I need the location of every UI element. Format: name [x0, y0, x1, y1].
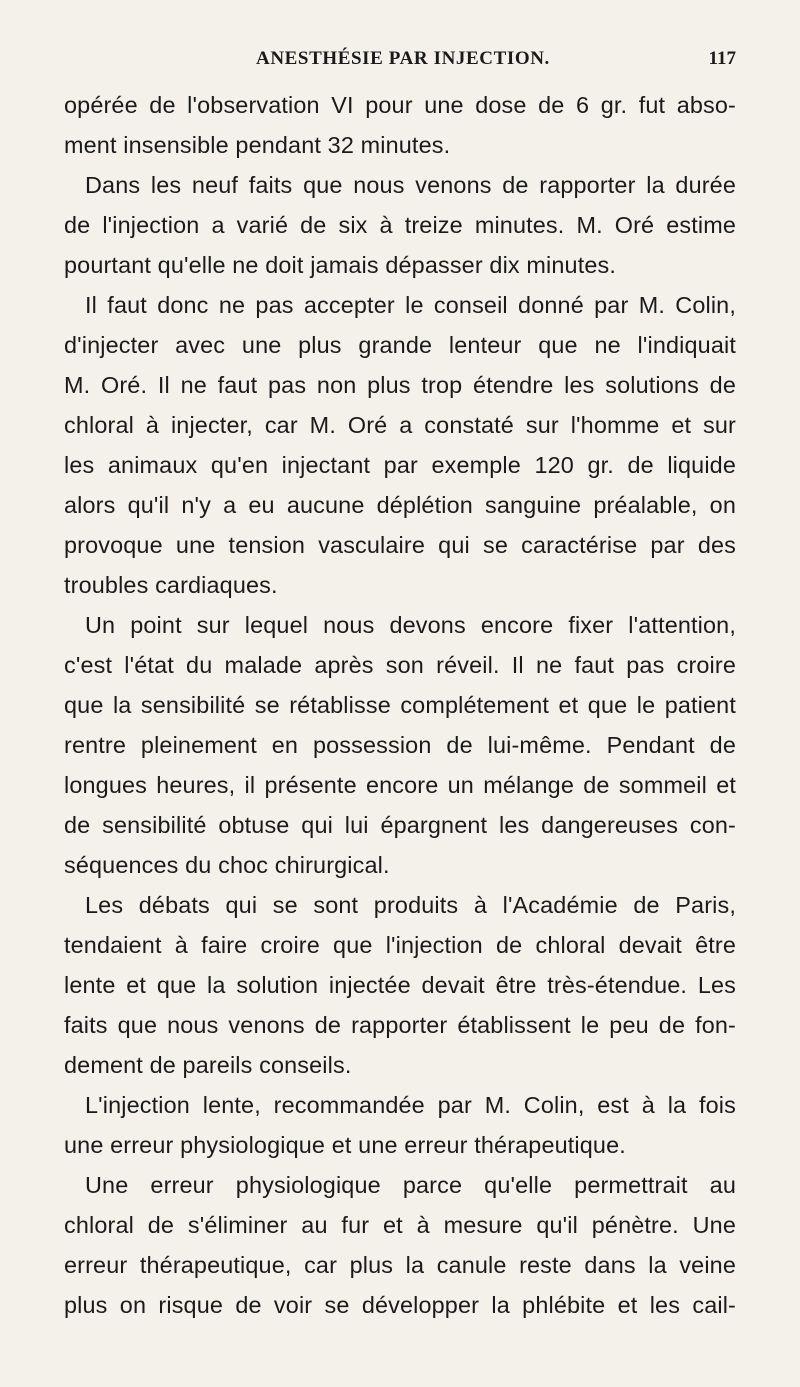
page-number: 117 [708, 48, 736, 69]
text-line: lente et que la solution injectée devait être très-étendue. Les [64, 972, 736, 998]
text-line: les animaux qu'en injectant par exemple 120 gr. de liquide [64, 452, 736, 478]
text-line: chloral à injecter, car M. Oré a constaté sur l'homme et sur [64, 412, 736, 438]
text-line: longues heures, il présente encore un mélange de sommeil et [64, 772, 736, 798]
text-line: faits que nous venons de rapporter établissent le peu de fon- [64, 1012, 736, 1038]
text-line: Les débats qui se sont produits à l'Académie de Paris, [85, 892, 736, 918]
text-line: de l'injection a varié de six à treize minutes. M. Oré estime [64, 212, 736, 238]
body-text [64, 85, 736, 1325]
text-line: alors qu'il n'y a eu aucune déplétion sanguine préalable, on [64, 492, 736, 518]
text-line: Il faut donc ne pas accepter le conseil donné par M. Colin, [85, 292, 736, 318]
text-line: pourtant qu'elle ne doit jamais dépasser dix minutes. [64, 252, 617, 278]
text-line: erreur thérapeutique, car plus la canule reste dans la veine [64, 1252, 736, 1278]
text-line: de sensibilité obtuse qui lui épargnent les dangereuses con- [64, 812, 736, 838]
text-line: c'est l'état du malade après son réveil. Il ne faut pas croire [64, 652, 736, 678]
text-line: plus on risque de voir se développer la phlébite et les cail- [64, 1292, 736, 1318]
text-line: troubles cardiaques. [64, 572, 278, 598]
text-line: rentre pleinement en possession de lui-même. Pendant de [64, 732, 736, 758]
running-title: ANESTHÉSIE PAR INJECTION. [256, 48, 550, 69]
text-line: une erreur physiologique et une erreur thérapeutique. [64, 1132, 626, 1158]
text-line: Un point sur lequel nous devons encore fixer l'attention, [85, 612, 736, 638]
page-header [256, 48, 736, 78]
text-line: que la sensibilité se rétablisse complétement et que le patient [64, 692, 736, 718]
text-line: dement de pareils conseils. [64, 1052, 352, 1078]
text-line: chloral de s'éliminer au fur et à mesure qu'il pénètre. Une [64, 1212, 736, 1238]
text-line: ment insensible pendant 32 minutes. [64, 132, 451, 158]
text-line: provoque une tension vasculaire qui se caractérise par des [64, 532, 736, 558]
text-line: opérée de l'observation VI pour une dose de 6 gr. fut abso- [64, 92, 736, 118]
text-line: Une erreur physiologique parce qu'elle permettrait au [85, 1172, 736, 1198]
text-line: tendaient à faire croire que l'injection de chloral devait être [64, 932, 736, 958]
text-line: d'injecter avec une plus grande lenteur que ne l'indiquait [64, 332, 736, 358]
text-line: séquences du choc chirurgical. [64, 852, 390, 878]
text-line: Dans les neuf faits que nous venons de rapporter la durée [85, 172, 736, 198]
text-line: M. Oré. Il ne faut pas non plus trop étendre les solutions de [64, 372, 736, 398]
text-line: L'injection lente, recommandée par M. Colin, est à la fois [85, 1092, 736, 1118]
